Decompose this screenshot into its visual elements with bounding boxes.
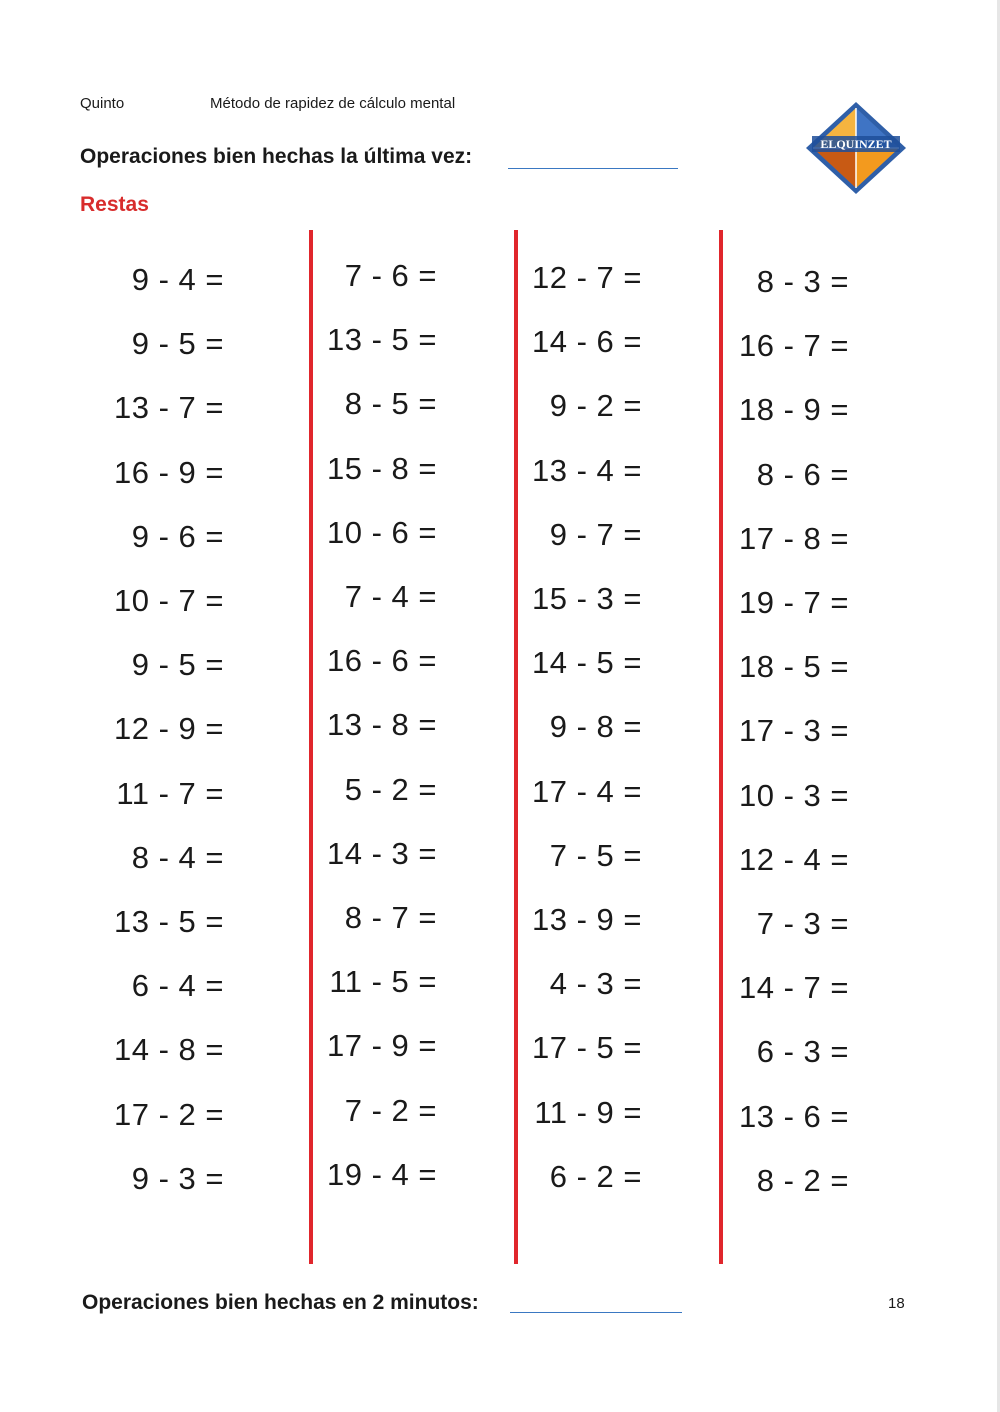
subtraction-item: 15 - 8 = — [327, 450, 437, 486]
subtraction-item: 9 - 7 = — [549, 516, 642, 552]
subtraction-item: 13 - 5 = — [114, 904, 224, 939]
column-divider — [309, 230, 313, 1264]
subtraction-item: 11 - 9 = — [534, 1094, 642, 1130]
subtraction-item: 14 - 6 = — [532, 324, 642, 360]
subtraction-item: 4 - 3 = — [549, 966, 642, 1002]
subtraction-item: 8 - 6 = — [756, 456, 849, 492]
subtraction-item: 19 - 7 = — [739, 585, 849, 620]
subtraction-item: 17 - 5 = — [532, 1030, 642, 1066]
subtraction-item: 14 - 3 = — [327, 835, 437, 871]
subtraction-item: 17 - 8 = — [739, 520, 849, 556]
subtraction-item: 14 - 7 = — [739, 970, 849, 1006]
subtraction-item: 11 - 5 = — [329, 964, 437, 1000]
subtraction-item: 5 - 2 = — [344, 771, 437, 807]
subtraction-item: 13 - 5 = — [327, 322, 437, 358]
column-divider — [719, 230, 723, 1264]
subtraction-item: 13 - 9 = — [532, 902, 642, 937]
subtraction-item: 10 - 3 = — [739, 777, 849, 813]
subtraction-item: 18 - 9 = — [739, 392, 849, 428]
subtraction-item: 6 - 2 = — [549, 1158, 642, 1194]
page-number: 18 — [888, 1295, 905, 1312]
subtraction-item: 17 - 9 = — [327, 1028, 437, 1064]
subtraction-item: 9 - 6 = — [131, 518, 224, 554]
subtraction-item: 14 - 8 = — [114, 1032, 224, 1068]
subtraction-item: 7 - 6 = — [344, 258, 437, 293]
subtraction-item: 17 - 2 = — [114, 1096, 224, 1132]
subtraction-item: 16 - 6 = — [327, 643, 437, 679]
column-divider — [514, 230, 518, 1264]
subtraction-item: 8 - 4 = — [131, 839, 224, 875]
subtraction-item: 17 - 3 = — [739, 713, 849, 749]
subtraction-item: 6 - 3 = — [756, 1034, 849, 1070]
subtraction-item: 8 - 5 = — [344, 386, 437, 422]
subtraction-item: 8 - 7 = — [344, 900, 437, 935]
subtraction-item: 13 - 8 = — [327, 707, 437, 743]
section-title: Restas — [80, 193, 149, 216]
two-minutes-answer-line[interactable] — [510, 1312, 682, 1313]
subtraction-item: 13 - 7 = — [114, 390, 224, 426]
subtraction-item: 12 - 7 = — [532, 260, 642, 295]
subtraction-item: 15 - 3 = — [532, 581, 642, 616]
two-minutes-label: Operaciones bien hechas en 2 minutos: — [82, 1291, 479, 1314]
subtraction-item: 7 - 4 = — [344, 579, 437, 614]
subtraction-item: 17 - 4 = — [532, 773, 642, 809]
subtraction-item: 7 - 3 = — [756, 906, 849, 941]
elquinzet-logo — [804, 100, 908, 196]
subtraction-item: 16 - 9 = — [114, 454, 224, 490]
subtraction-item: 19 - 4 = — [327, 1156, 437, 1192]
subtraction-item: 10 - 7 = — [114, 583, 224, 618]
method-title: Método de rapidez de cálculo mental — [210, 95, 456, 112]
subtraction-item: 18 - 5 = — [739, 649, 849, 685]
subtraction-item: 12 - 9 = — [114, 711, 224, 747]
subtraction-item: 8 - 2 = — [756, 1162, 849, 1198]
subtraction-item: 13 - 6 = — [739, 1098, 849, 1134]
subtraction-item: 13 - 4 = — [532, 452, 642, 488]
subtraction-item: 10 - 6 = — [327, 514, 437, 550]
subtraction-item: 9 - 4 = — [131, 262, 224, 297]
subtraction-item: 16 - 7 = — [739, 328, 849, 364]
subtraction-item: 6 - 4 = — [131, 968, 224, 1004]
last-time-label: Operaciones bien hechas la última vez: — [80, 145, 473, 168]
subtraction-item: 14 - 5 = — [532, 645, 642, 681]
logo-text: ELQUINZET — [820, 137, 892, 151]
subtraction-item: 9 - 3 = — [131, 1160, 224, 1196]
subtraction-item: 7 - 5 = — [549, 837, 642, 873]
grade-label: Quinto — [80, 95, 125, 112]
subtraction-item: 9 - 8 = — [549, 709, 642, 745]
subtraction-item: 11 - 7 = — [116, 775, 224, 811]
subtraction-item: 9 - 5 = — [131, 326, 224, 362]
subtraction-item: 9 - 2 = — [549, 388, 642, 424]
subtraction-item: 7 - 2 = — [344, 1092, 437, 1128]
subtraction-item: 9 - 5 = — [131, 647, 224, 683]
subtraction-item: 12 - 4 = — [739, 841, 849, 877]
subtraction-item: 8 - 3 = — [756, 264, 849, 299]
last-time-answer-line[interactable] — [508, 168, 678, 169]
